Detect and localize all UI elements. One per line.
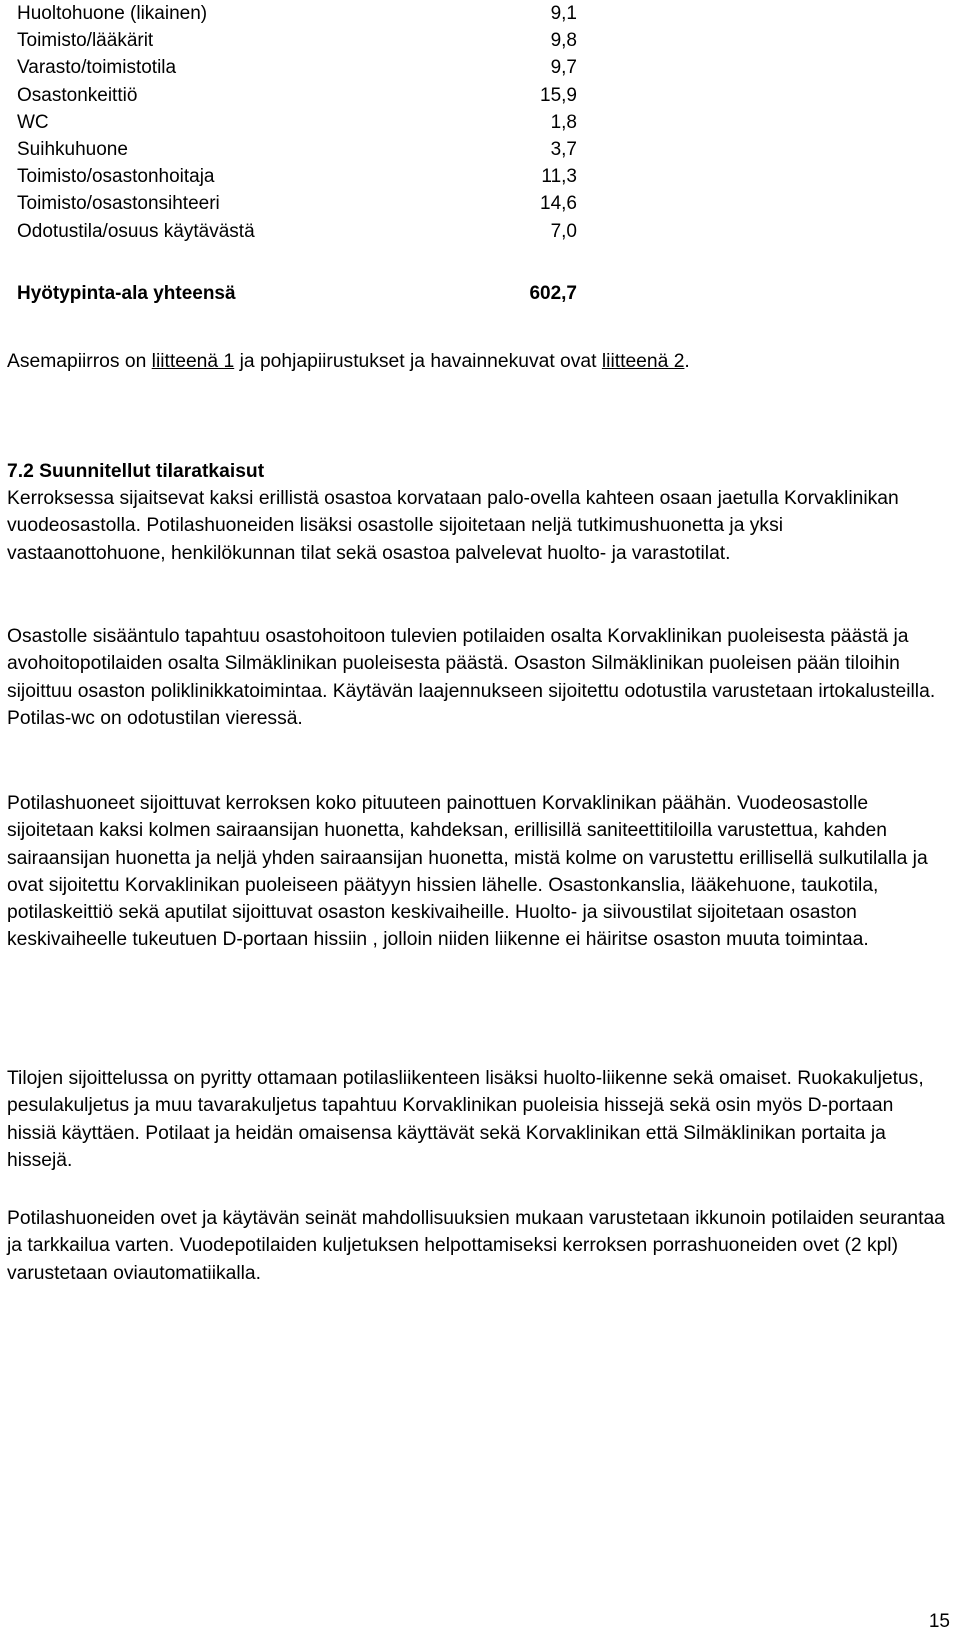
body-paragraph: Potilashuoneiden ovet ja käytävän seinät mahdollisuuksien mukaan varustetaan ikkunoin potilaiden seurantaa ja tarkkailua varten. Vuodepotilaiden kuljetuksen helpottamiseksi kerroksen porrashuoneiden ovet (2 kpl) varustetaan oviautomatiikalla. [7,1208,945,1284]
room-area: 7,0 [550,220,577,242]
body-paragraph: Potilashuoneet sijoittuvat kerroksen koko pituuteen painottuen Korvaklinikan päähän. Vuodeosastolle sijoitetaan kaksi kolmen sairaansijan huonetta, kahdeksan, erillisillä saniteettitiloilla varustettua, kahden sairaansijan huonetta ja neljä yhden sairaansijan huonetta, mistä kolme on varustettu erillisellä sulkutilalla ja ovat sijoitettu Korvaklinikan puoleiseen päätyyn hissien lähelle. Osastonkanslia, lääkehuone, taukotila, potilaskeittiö sekä aputilat sijoittuvat osaston keskivaiheille. Huolto- ja siivoustilat sijoitetaan osaston keskivaiheelle tukeutuen D-portaan hissiin , jolloin niiden liikenne ei häiritse osaston muuta toimintaa. [7,793,928,951]
room-area: 3,7 [550,138,577,160]
room-name: Varasto/toimistotila [17,57,177,79]
room-area: 9,1 [550,3,577,24]
room-name: Osastonkeittiö [17,84,138,106]
table-row [17,190,577,217]
room-area: 1,8 [550,111,577,133]
body-paragraph: Tilojen sijoittelussa on pyritty ottamaan potilasliikenteen lisäksi huolto-liikenne sekä omaiset. Ruokakuljetus, pesulakuljetus ja muu tavarakuljetus tapahtuu Korvaklinikan puoleisia hissejä sekä osin myös D-portaan hissiä käyttäen. Potilaat ja heidän omaisensa käyttävät sekä Korvaklinikan että Silmäklinikan portaita ja hissejä. [7,1068,924,1171]
attachments-text-part: Asemapiirros on [7,351,152,372]
body-paragraph: Kerroksessa sijaitsevat kaksi erillistä osastoa korvataan palo-ovella kahteen osaan jaetulla Korvaklinikan vuodeosastolla. Potilashuoneiden lisäksi osastolle sijoitetaan neljä tutkimushuonetta ja yksi vastaanottohuone, henkilökunnan tilat sekä osastoa palvelevat huolto- ja varastotilat. [7,488,899,564]
attachment-2-link[interactable]: liitteenä 2 [601,351,685,372]
attachments-text-part: . [684,351,690,372]
room-name: Toimisto/osastonhoitaja [17,166,215,188]
attachments-paragraph [7,348,947,375]
table-row [17,136,577,163]
attachments-text-part: ja pohjapiirustukset ja havainnekuvat ovat [234,351,602,372]
room-name: Suihkuhuone [17,138,128,160]
area-table [17,0,577,245]
room-area: 9,8 [550,30,577,52]
room-area: 15,9 [540,84,577,106]
room-name: Odotustila/osuus käytävästä [17,220,255,242]
table-row [17,0,577,27]
total-area-value: 602,7 [529,283,577,304]
room-area: 14,6 [540,193,577,215]
room-name: Huoltohuone (likainen) [17,3,208,24]
room-area: 11,3 [541,166,577,188]
table-row [17,163,577,190]
attachment-1-link[interactable]: liitteenä 1 [151,351,235,372]
table-row [17,82,577,109]
table-row [17,27,577,54]
room-name: WC [17,111,49,133]
table-row [17,109,577,136]
total-area-label: Hyötypinta-ala yhteensä [17,283,236,304]
body-paragraph: Osastolle sisääntulo tapahtuu osastohoitoon tulevien potilaiden osalta Korvaklinikan puoleisesta päästä ja avohoitopotilaiden osalta Silmäklinikan puoleisesta päästä. Osaston Silmäklinikan puoleisen pään tiloihin sijoittuu osaston poliklinikkatoimintaa. Käytävän laajennukseen sijoitettu odotustila varustetaan irtokalusteilla. Potilas-wc on odotustilan vieressä. [7,626,936,729]
table-row [17,218,577,245]
room-name: Toimisto/lääkärit [17,30,154,52]
section-heading: 7.2 Suunnitellut tilaratkaisut [7,461,265,482]
total-area-row [17,280,577,307]
table-row [17,54,577,81]
room-name: Toimisto/osastonsihteeri [17,193,220,215]
room-area: 9,7 [550,57,577,79]
page-number: 15 [928,1611,950,1632]
